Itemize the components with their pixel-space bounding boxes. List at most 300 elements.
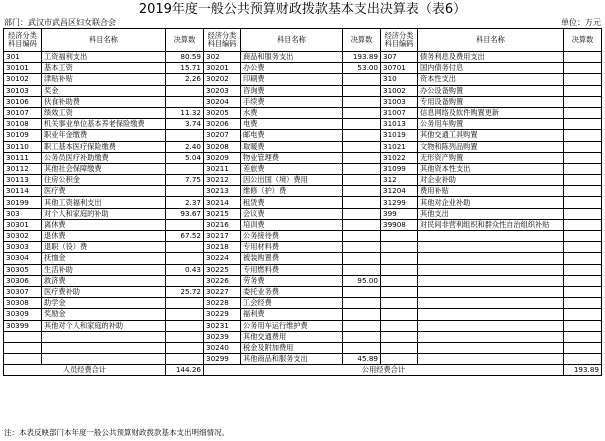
account-name	[418, 354, 564, 365]
account-code: 30214	[204, 197, 241, 208]
account-name: 会议费	[241, 208, 343, 219]
account-name: 公务员医疗补助缴费	[42, 152, 166, 163]
account-name: 助学金	[42, 298, 166, 309]
public-total-label: 公用经费合计	[204, 365, 564, 376]
account-code: 30112	[4, 163, 42, 174]
amount	[343, 197, 381, 208]
account-name: 其他交通费用	[241, 331, 343, 342]
account-name: 伙食补助费	[42, 96, 166, 107]
account-name: 租赁费	[241, 197, 343, 208]
amount	[564, 186, 602, 197]
account-code: 30199	[4, 197, 42, 208]
account-name: 奖励金	[42, 309, 166, 320]
public-total-value: 193.89	[564, 365, 602, 376]
account-code: 30215	[204, 208, 241, 219]
amount	[166, 275, 204, 286]
amount: 80.59	[166, 52, 204, 63]
account-code: 301	[4, 52, 42, 63]
account-name	[418, 331, 564, 342]
account-code: 30231	[204, 320, 241, 331]
amount	[564, 197, 602, 208]
account-code: 30107	[4, 107, 42, 118]
account-name: 专用燃料费	[241, 264, 343, 275]
account-name	[418, 309, 564, 320]
account-name: 国内债务付息	[418, 63, 564, 74]
account-code: 303	[4, 208, 42, 219]
account-name: 其他支出	[418, 208, 564, 219]
account-code: 30106	[4, 96, 42, 107]
amount	[564, 208, 602, 219]
account-name: 抚恤金	[42, 253, 166, 264]
account-name: 因公出国（境）费用	[241, 175, 343, 186]
account-code: 30240	[204, 342, 241, 353]
table-row	[4, 107, 602, 118]
table-row	[4, 242, 602, 253]
account-name: 其他对个人和家庭的补助	[42, 320, 166, 331]
account-name: 债务利息及费用支出	[418, 52, 564, 63]
account-code: 310	[381, 74, 418, 85]
table-row	[4, 163, 602, 174]
header-amount: 决算数	[343, 29, 381, 52]
account-code: 30302	[4, 231, 42, 242]
expenditure-table	[3, 28, 602, 376]
header-name: 科目名称	[418, 29, 564, 52]
amount	[166, 85, 204, 96]
account-code	[381, 275, 418, 286]
account-code: 30307	[4, 286, 42, 297]
account-name: 公务用车运行维护费	[241, 320, 343, 331]
amount	[343, 231, 381, 242]
account-code: 312	[381, 175, 418, 186]
account-code: 31002	[381, 85, 418, 96]
account-name: 对企业补助	[418, 175, 564, 186]
account-code: 30202	[204, 74, 241, 85]
account-name: 信息网络及软件购置更新	[418, 107, 564, 118]
account-code	[381, 286, 418, 297]
amount	[343, 130, 381, 141]
amount	[343, 96, 381, 107]
header-name: 科目名称	[241, 29, 343, 52]
amount	[343, 152, 381, 163]
amount	[166, 354, 204, 365]
account-name: 差旅费	[241, 163, 343, 174]
account-code	[381, 354, 418, 365]
amount	[166, 298, 204, 309]
table-row	[4, 119, 602, 130]
account-code: 30108	[4, 119, 42, 130]
account-code: 399	[381, 208, 418, 219]
account-name: 其他社会保障缴费	[42, 163, 166, 174]
account-name: 专用设备购置	[418, 96, 564, 107]
amount	[166, 342, 204, 353]
amount: 95.00	[343, 275, 381, 286]
account-name	[418, 264, 564, 275]
table-row	[4, 286, 602, 297]
account-name: 津贴补贴	[42, 74, 166, 85]
amount	[564, 298, 602, 309]
table-row	[4, 175, 602, 186]
table-row	[4, 152, 602, 163]
amount	[166, 331, 204, 342]
account-code	[4, 354, 42, 365]
account-name: 文物和陈列品购置	[418, 141, 564, 152]
personnel-total-label: 人员经费合计	[4, 365, 166, 376]
amount: 11.32	[166, 107, 204, 118]
account-code: 30110	[4, 141, 42, 152]
table-row	[4, 130, 602, 141]
account-name: 对民间非营利组织和群众性自治组织补贴	[418, 219, 564, 230]
account-code: 30306	[4, 275, 42, 286]
header-code: 经济分类科目编码	[381, 29, 418, 52]
account-name: 其他工资福利支出	[42, 197, 166, 208]
table-row	[4, 141, 602, 152]
account-code: 30309	[4, 309, 42, 320]
header-amount: 决算数	[564, 29, 602, 52]
table-row	[4, 52, 602, 63]
account-code: 30203	[204, 85, 241, 96]
amount	[564, 85, 602, 96]
account-code: 307	[381, 52, 418, 63]
table-row	[4, 63, 602, 74]
account-code	[381, 242, 418, 253]
department-label: 部门：武汉市武昌区妇女联合会	[4, 18, 116, 27]
table-row	[4, 253, 602, 264]
account-code: 30301	[4, 219, 42, 230]
account-code: 31013	[381, 119, 418, 130]
account-name: 办公设备购置	[418, 85, 564, 96]
account-name: 离休费	[42, 219, 166, 230]
account-code: 30101	[4, 63, 42, 74]
account-name	[418, 342, 564, 353]
account-name: 医疗费	[42, 186, 166, 197]
account-code: 30113	[4, 175, 42, 186]
account-name: 被装购置费	[241, 253, 343, 264]
account-name: 手续费	[241, 96, 343, 107]
account-code: 30111	[4, 152, 42, 163]
amount	[564, 286, 602, 297]
account-name: 退休费	[42, 231, 166, 242]
table-row	[4, 320, 602, 331]
account-code: 30109	[4, 130, 42, 141]
amount	[343, 309, 381, 320]
table-row	[4, 275, 602, 286]
amount	[564, 342, 602, 353]
amount	[564, 231, 602, 242]
amount	[343, 85, 381, 96]
amount	[343, 242, 381, 253]
table-row	[4, 331, 602, 342]
table-row	[4, 298, 602, 309]
account-code: 31019	[381, 130, 418, 141]
amount: 93.67	[166, 208, 204, 219]
amount: 45.89	[343, 354, 381, 365]
header-amount: 决算数	[166, 29, 204, 52]
amount: 2.40	[166, 141, 204, 152]
table-row	[4, 197, 602, 208]
account-code: 30299	[204, 354, 241, 365]
account-code	[381, 309, 418, 320]
amount	[564, 130, 602, 141]
amount	[166, 96, 204, 107]
amount: 3.74	[166, 119, 204, 130]
account-name: 退职（役）费	[42, 242, 166, 253]
account-name	[418, 231, 564, 242]
amount: 5.04	[166, 152, 204, 163]
table-row	[4, 208, 602, 219]
account-name	[42, 342, 166, 353]
account-code: 30205	[204, 107, 241, 118]
table-row	[4, 264, 602, 275]
amount	[343, 208, 381, 219]
amount	[166, 186, 204, 197]
account-code	[381, 253, 418, 264]
account-name: 其他交通工具购置	[418, 130, 564, 141]
account-code: 30225	[204, 264, 241, 275]
account-name: 办公费	[241, 63, 343, 74]
account-name: 奖金	[42, 85, 166, 96]
account-code: 30102	[4, 74, 42, 85]
account-name	[418, 320, 564, 331]
table-row	[4, 309, 602, 320]
account-code	[381, 331, 418, 342]
account-code: 31007	[381, 107, 418, 118]
amount	[343, 219, 381, 230]
amount	[564, 74, 602, 85]
account-name	[418, 275, 564, 286]
page-title: 2019年度一般公共预算财政拨款基本支出决算表（表6）	[138, 2, 467, 17]
account-code	[381, 298, 418, 309]
account-name: 商品和服务支出	[241, 52, 343, 63]
amount	[343, 163, 381, 174]
amount: 7.75	[166, 175, 204, 186]
account-code	[381, 342, 418, 353]
amount: 2.37	[166, 197, 204, 208]
account-code: 30204	[204, 96, 241, 107]
amount: 67.52	[166, 231, 204, 242]
account-name: 税金及附加费用	[241, 342, 343, 353]
account-name: 医疗费补助	[42, 286, 166, 297]
account-name: 福利费	[241, 309, 343, 320]
account-name	[42, 354, 166, 365]
amount	[564, 242, 602, 253]
totals-row	[4, 365, 602, 376]
account-code: 30209	[204, 152, 241, 163]
account-code: 30211	[204, 163, 241, 174]
account-code: 30399	[4, 320, 42, 331]
account-name: 印刷费	[241, 74, 343, 85]
account-code: 30207	[204, 130, 241, 141]
amount	[343, 342, 381, 353]
amount	[564, 163, 602, 174]
account-name: 住房公积金	[42, 175, 166, 186]
account-name: 其他对企业补助	[418, 197, 564, 208]
account-name: 公务用车购置	[418, 119, 564, 130]
amount	[343, 298, 381, 309]
account-name: 资本性支出	[418, 74, 564, 85]
account-code: 30308	[4, 298, 42, 309]
account-name: 基本工资	[42, 63, 166, 74]
account-name: 费用补贴	[418, 186, 564, 197]
account-name: 维修（护）费	[241, 186, 343, 197]
amount: 15.71	[166, 63, 204, 74]
table-row	[4, 219, 602, 230]
account-name: 工会经费	[241, 298, 343, 309]
account-code: 31099	[381, 163, 418, 174]
amount	[564, 152, 602, 163]
amount: 193.89	[343, 52, 381, 63]
amount	[343, 253, 381, 264]
account-code	[381, 320, 418, 331]
table-note: 注：本表反映部门本年度一般公共预算财政拨款基本支出明细情况。	[4, 428, 229, 437]
account-code: 30218	[204, 242, 241, 253]
account-name: 职工基本医疗保险缴费	[42, 141, 166, 152]
account-code	[4, 331, 42, 342]
amount	[166, 130, 204, 141]
account-name: 职业年金缴费	[42, 130, 166, 141]
amount	[564, 320, 602, 331]
account-name: 其他资本性支出	[418, 163, 564, 174]
account-code: 30224	[204, 253, 241, 264]
account-name: 工资福利支出	[42, 52, 166, 63]
account-code: 30228	[204, 298, 241, 309]
account-code: 30239	[204, 331, 241, 342]
amount	[564, 175, 602, 186]
account-name	[418, 298, 564, 309]
amount	[343, 175, 381, 186]
table-row	[4, 85, 602, 96]
account-name: 绩效工资	[42, 107, 166, 118]
table-row	[4, 96, 602, 107]
account-name: 电费	[241, 119, 343, 130]
amount	[343, 74, 381, 85]
amount	[343, 320, 381, 331]
account-code: 302	[204, 52, 241, 63]
table-header-row	[4, 29, 602, 52]
account-name: 培训费	[241, 219, 343, 230]
account-code: 30103	[4, 85, 42, 96]
amount	[564, 96, 602, 107]
amount	[564, 107, 602, 118]
account-code	[381, 231, 418, 242]
account-code	[4, 342, 42, 353]
account-code: 39908	[381, 219, 418, 230]
account-code: 30216	[204, 219, 241, 230]
account-name	[418, 253, 564, 264]
account-code: 30206	[204, 119, 241, 130]
amount	[166, 163, 204, 174]
account-name: 其他商品和服务支出	[241, 354, 343, 365]
account-name: 邮电费	[241, 130, 343, 141]
header-code: 经济分类科目编码	[4, 29, 42, 52]
account-name: 取暖费	[241, 141, 343, 152]
amount	[166, 309, 204, 320]
account-code: 30227	[204, 286, 241, 297]
account-name: 无形资产购置	[418, 152, 564, 163]
amount	[343, 186, 381, 197]
amount	[166, 253, 204, 264]
account-code: 31022	[381, 152, 418, 163]
amount	[343, 331, 381, 342]
account-name: 物业管理费	[241, 152, 343, 163]
amount	[343, 141, 381, 152]
amount: 25.72	[166, 286, 204, 297]
amount	[564, 219, 602, 230]
amount	[343, 119, 381, 130]
amount	[564, 354, 602, 365]
account-name: 对个人和家庭的补助	[42, 208, 166, 219]
account-name: 咨询费	[241, 85, 343, 96]
amount	[564, 63, 602, 74]
table-row	[4, 231, 602, 242]
amount	[564, 52, 602, 63]
table-row	[4, 74, 602, 85]
account-code: 31021	[381, 141, 418, 152]
amount	[343, 286, 381, 297]
account-name: 机关事业单位基本养老保险缴费	[42, 119, 166, 130]
table-row	[4, 186, 602, 197]
account-name: 专用材料费	[241, 242, 343, 253]
amount: 0.43	[166, 264, 204, 275]
account-code: 30208	[204, 141, 241, 152]
account-code	[381, 264, 418, 275]
amount: 2.26	[166, 74, 204, 85]
account-name: 生活补助	[42, 264, 166, 275]
amount	[564, 331, 602, 342]
account-code: 30303	[4, 242, 42, 253]
amount	[343, 107, 381, 118]
account-code: 30212	[204, 175, 241, 186]
account-code: 30213	[204, 186, 241, 197]
account-name	[418, 286, 564, 297]
account-name: 委托业务费	[241, 286, 343, 297]
amount	[166, 242, 204, 253]
account-code: 31003	[381, 96, 418, 107]
account-code: 30226	[204, 275, 241, 286]
account-code: 30201	[204, 63, 241, 74]
amount	[166, 320, 204, 331]
account-code: 30229	[204, 309, 241, 320]
amount	[564, 309, 602, 320]
account-name	[418, 242, 564, 253]
table-row	[4, 342, 602, 353]
amount	[166, 219, 204, 230]
account-name: 公务接待费	[241, 231, 343, 242]
account-name: 水费	[241, 107, 343, 118]
amount	[564, 141, 602, 152]
account-code: 31299	[381, 197, 418, 208]
header-name: 科目名称	[42, 29, 166, 52]
amount: 53.00	[343, 63, 381, 74]
amount	[564, 264, 602, 275]
account-code: 30701	[381, 63, 418, 74]
account-code: 30304	[4, 253, 42, 264]
account-name: 劳务费	[241, 275, 343, 286]
account-name	[42, 331, 166, 342]
amount	[343, 264, 381, 275]
personnel-total-value: 144.26	[166, 365, 204, 376]
account-code: 30305	[4, 264, 42, 275]
account-code: 30114	[4, 186, 42, 197]
table-row	[4, 354, 602, 365]
unit-label: 单位：万元	[561, 18, 601, 27]
amount	[564, 119, 602, 130]
header-code: 经济分类科目编码	[204, 29, 241, 52]
account-code: 31204	[381, 186, 418, 197]
amount	[564, 275, 602, 286]
account-code: 30217	[204, 231, 241, 242]
amount	[564, 253, 602, 264]
account-name: 救济费	[42, 275, 166, 286]
